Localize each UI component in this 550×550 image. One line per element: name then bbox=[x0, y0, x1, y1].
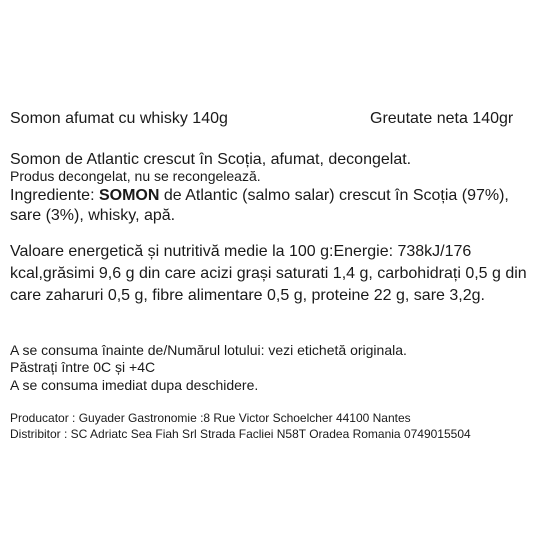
after-opening-text: A se consuma imediat dupa deschidere. bbox=[10, 377, 259, 393]
product-description: Somon de Atlantic crescut în Scoția, afumat, decongelat. bbox=[10, 151, 412, 168]
ingredients-highlight: SOMON bbox=[98, 187, 160, 204]
net-weight: Greutate neta 140gr bbox=[370, 110, 514, 127]
ingredients-text bbox=[10, 186, 540, 226]
distributor-info: Distribitor : SC Adriatc Sea Fiah Srl Strada Facliei N58T Oradea Romania 0749015504 bbox=[10, 427, 471, 441]
product-name: Somon afumat cu whisky 140g bbox=[10, 110, 228, 127]
thawed-note: Produs decongelat, nu se recongelează. bbox=[10, 168, 261, 184]
storage-temperature: Păstrați între 0C și +4C bbox=[10, 359, 156, 375]
best-before-text: A se consuma înainte de/Numărul lotului: vezi etichetă originala. bbox=[10, 342, 407, 358]
ingredients-rest: de Atlantic (salmo salar) crescut în Scoția (97%), sare (3%), whisky, apă. bbox=[10, 187, 509, 224]
nutrition-info: Valoare energetică și nutritivă medie la 100 g:Energie: 738kJ/176 kcal,grăsimi 9,6 g din care acizi grași saturati 1,4 g, carbohidrați 0,5 g din care zaharuri 0,5 g, fibre alimentare 0,5 g, proteine 22 g, sare 3,2g. bbox=[10, 243, 527, 304]
producer-info: Producator : Guyader Gastronomie :8 Rue Victor Schoelcher 44100 Nantes bbox=[10, 411, 411, 425]
ingredients-label: Ingrediente: bbox=[10, 187, 99, 204]
